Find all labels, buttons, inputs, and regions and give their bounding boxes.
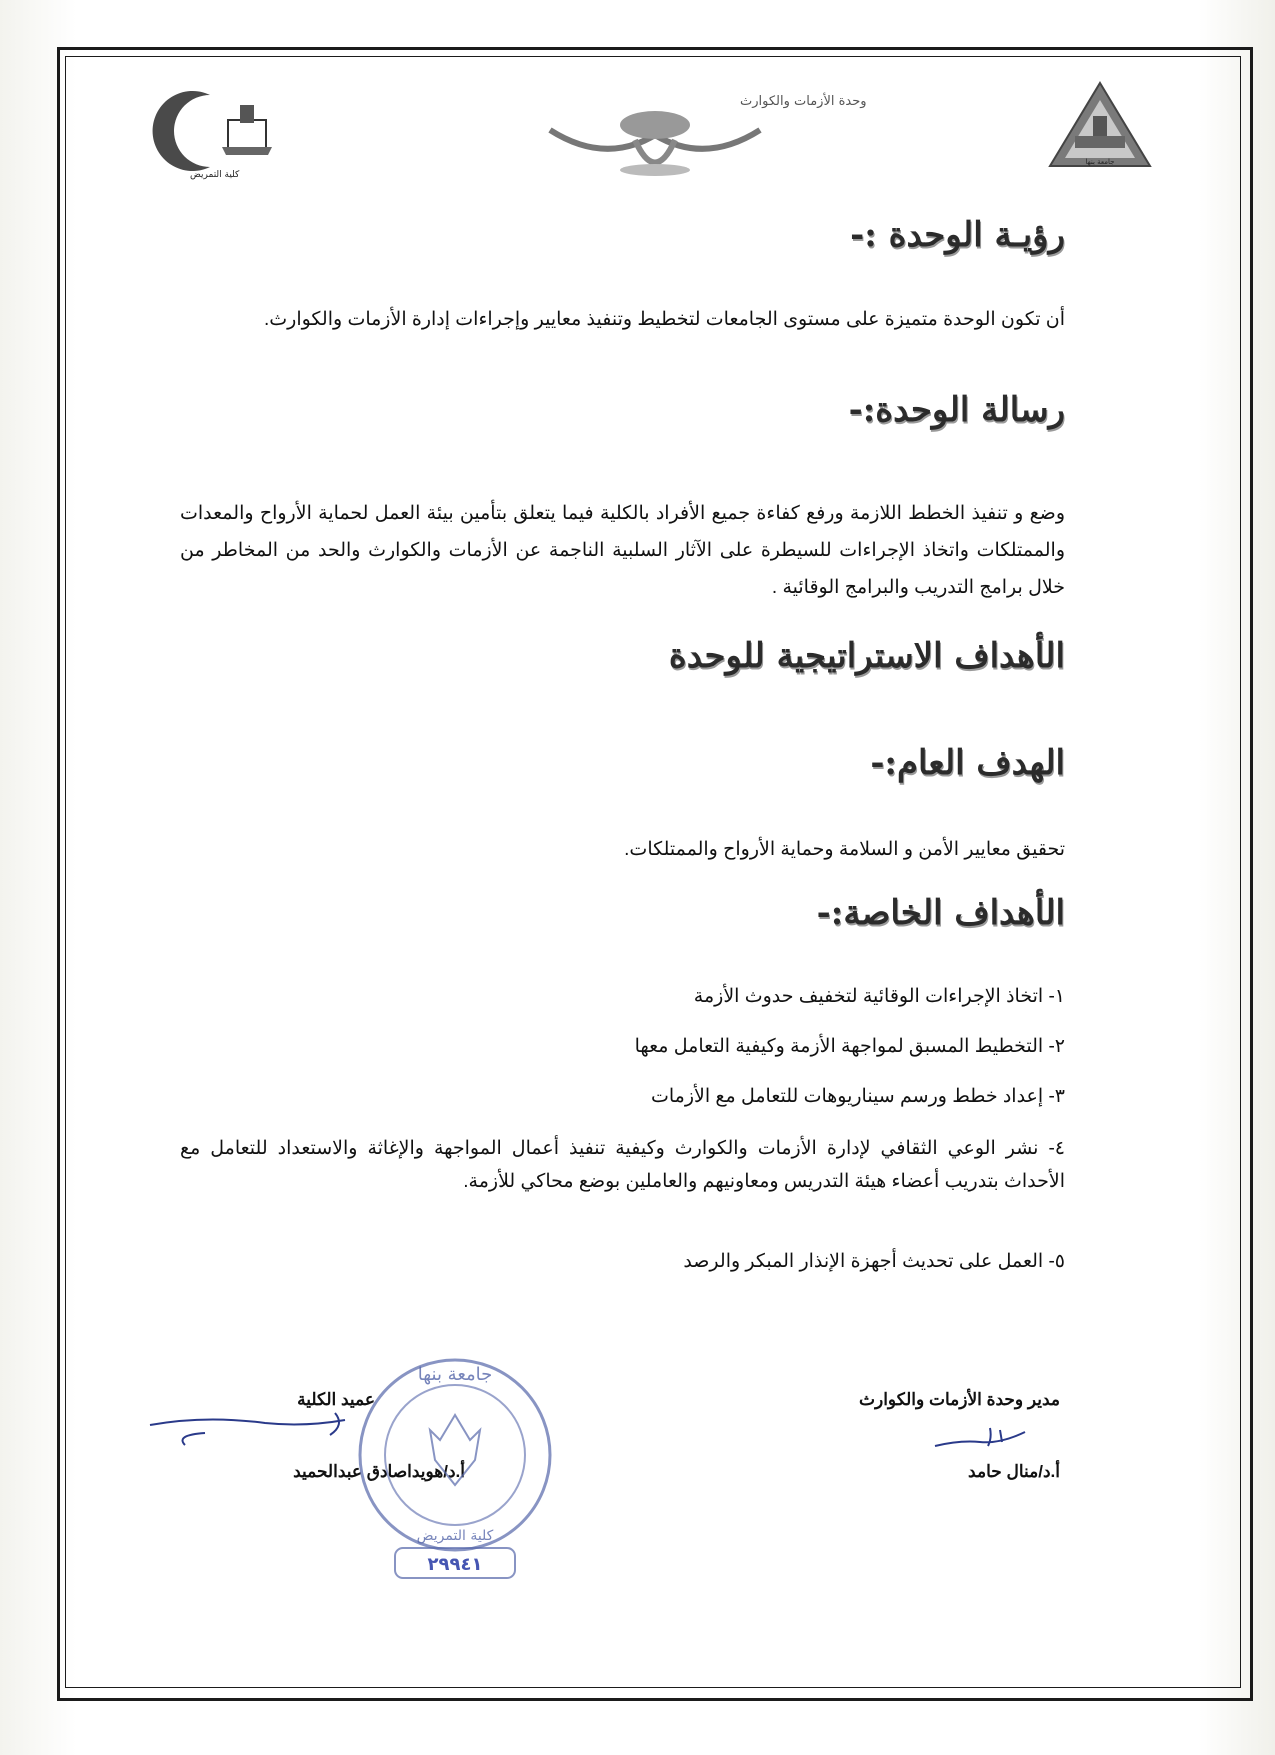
stamp-number: ٢٩٩٤١ (427, 1554, 483, 1575)
vision-text: أن تكون الوحدة متميزة على مستوى الجامعات لتخطيط وتنفيذ معايير وإجراءات إدارة الأزمات والكوارث. (264, 309, 1065, 330)
right-logo-caption: جامعة بنها (1085, 158, 1115, 166)
center-logo-text: وحدة الأزمات والكوارث (740, 94, 867, 109)
list-item: ١- اتخاذ الإجراءات الوقائية لتخفيف حدوث الأزمة (693, 986, 1065, 1007)
list-item: ٢- التخطيط المسبق لمواجهة الأزمة وكيفية التعامل معها (634, 1036, 1065, 1057)
vision-heading: رؤيـة الوحدة :- (850, 215, 1065, 255)
unit-director-title: مدير وحدة الأزمات والكوارث (859, 1390, 1060, 1409)
mission-text: وضع و تنفيذ الخطط اللازمة ورفع كفاءة جميع الأفراد بالكلية فيما يتعلق بتأمين بيئة العمل لحماية الأرواح والمعدات والممتلكات واتخاذ الإجراءات للسيطرة على الآثار السلبية الناجمة عن الأزمات والكوارث والحد من المخاطر من خلال برامج التدريب والبرامج الوقائية . (180, 503, 1065, 598)
left-logo-caption: كلية التمريض (190, 170, 240, 180)
official-stamp (330, 1345, 580, 1589)
specific-goals-heading: الأهداف الخاصة:- (816, 893, 1065, 933)
stamp-top-text: جامعة بنها (417, 1364, 493, 1385)
dean-title: عميد الكلية (297, 1390, 375, 1409)
dean-name: أ.د/هويداصادق عبدالحميد (293, 1462, 465, 1481)
unit-director-name: أ.د/منال حامد (968, 1462, 1060, 1481)
general-goal-text: تحقيق معايير الأمن و السلامة وحماية الأرواح والممتلكات. (624, 839, 1065, 860)
mission-heading: رسالة الوحدة:- (848, 390, 1065, 430)
strategic-goals-heading: الأهداف الاستراتيجية للوحدة (668, 636, 1065, 676)
unit-director-signature (930, 1418, 1040, 1462)
list-item: ٤- نشر الوعي الثقافي لإدارة الأزمات والكوارث وكيفية تنفيذ أعمال المواجهة والإغاثة والاستعداد للتعامل مع الأحداث بتدريب أعضاء هيئة التدريس ومعاونيهم والعاملين بوضع محاكي للأزمة. (180, 1138, 1065, 1192)
stamp-bottom-text: كلية التمريض (416, 1528, 494, 1544)
general-goal-heading: الهدف العام:- (870, 743, 1065, 783)
list-item: ٥- العمل على تحديث أجهزة الإنذار المبكر والرصد (683, 1251, 1065, 1272)
list-item: ٣- إعداد خطط ورسم سيناريوهات للتعامل مع الأزمات (650, 1086, 1065, 1107)
